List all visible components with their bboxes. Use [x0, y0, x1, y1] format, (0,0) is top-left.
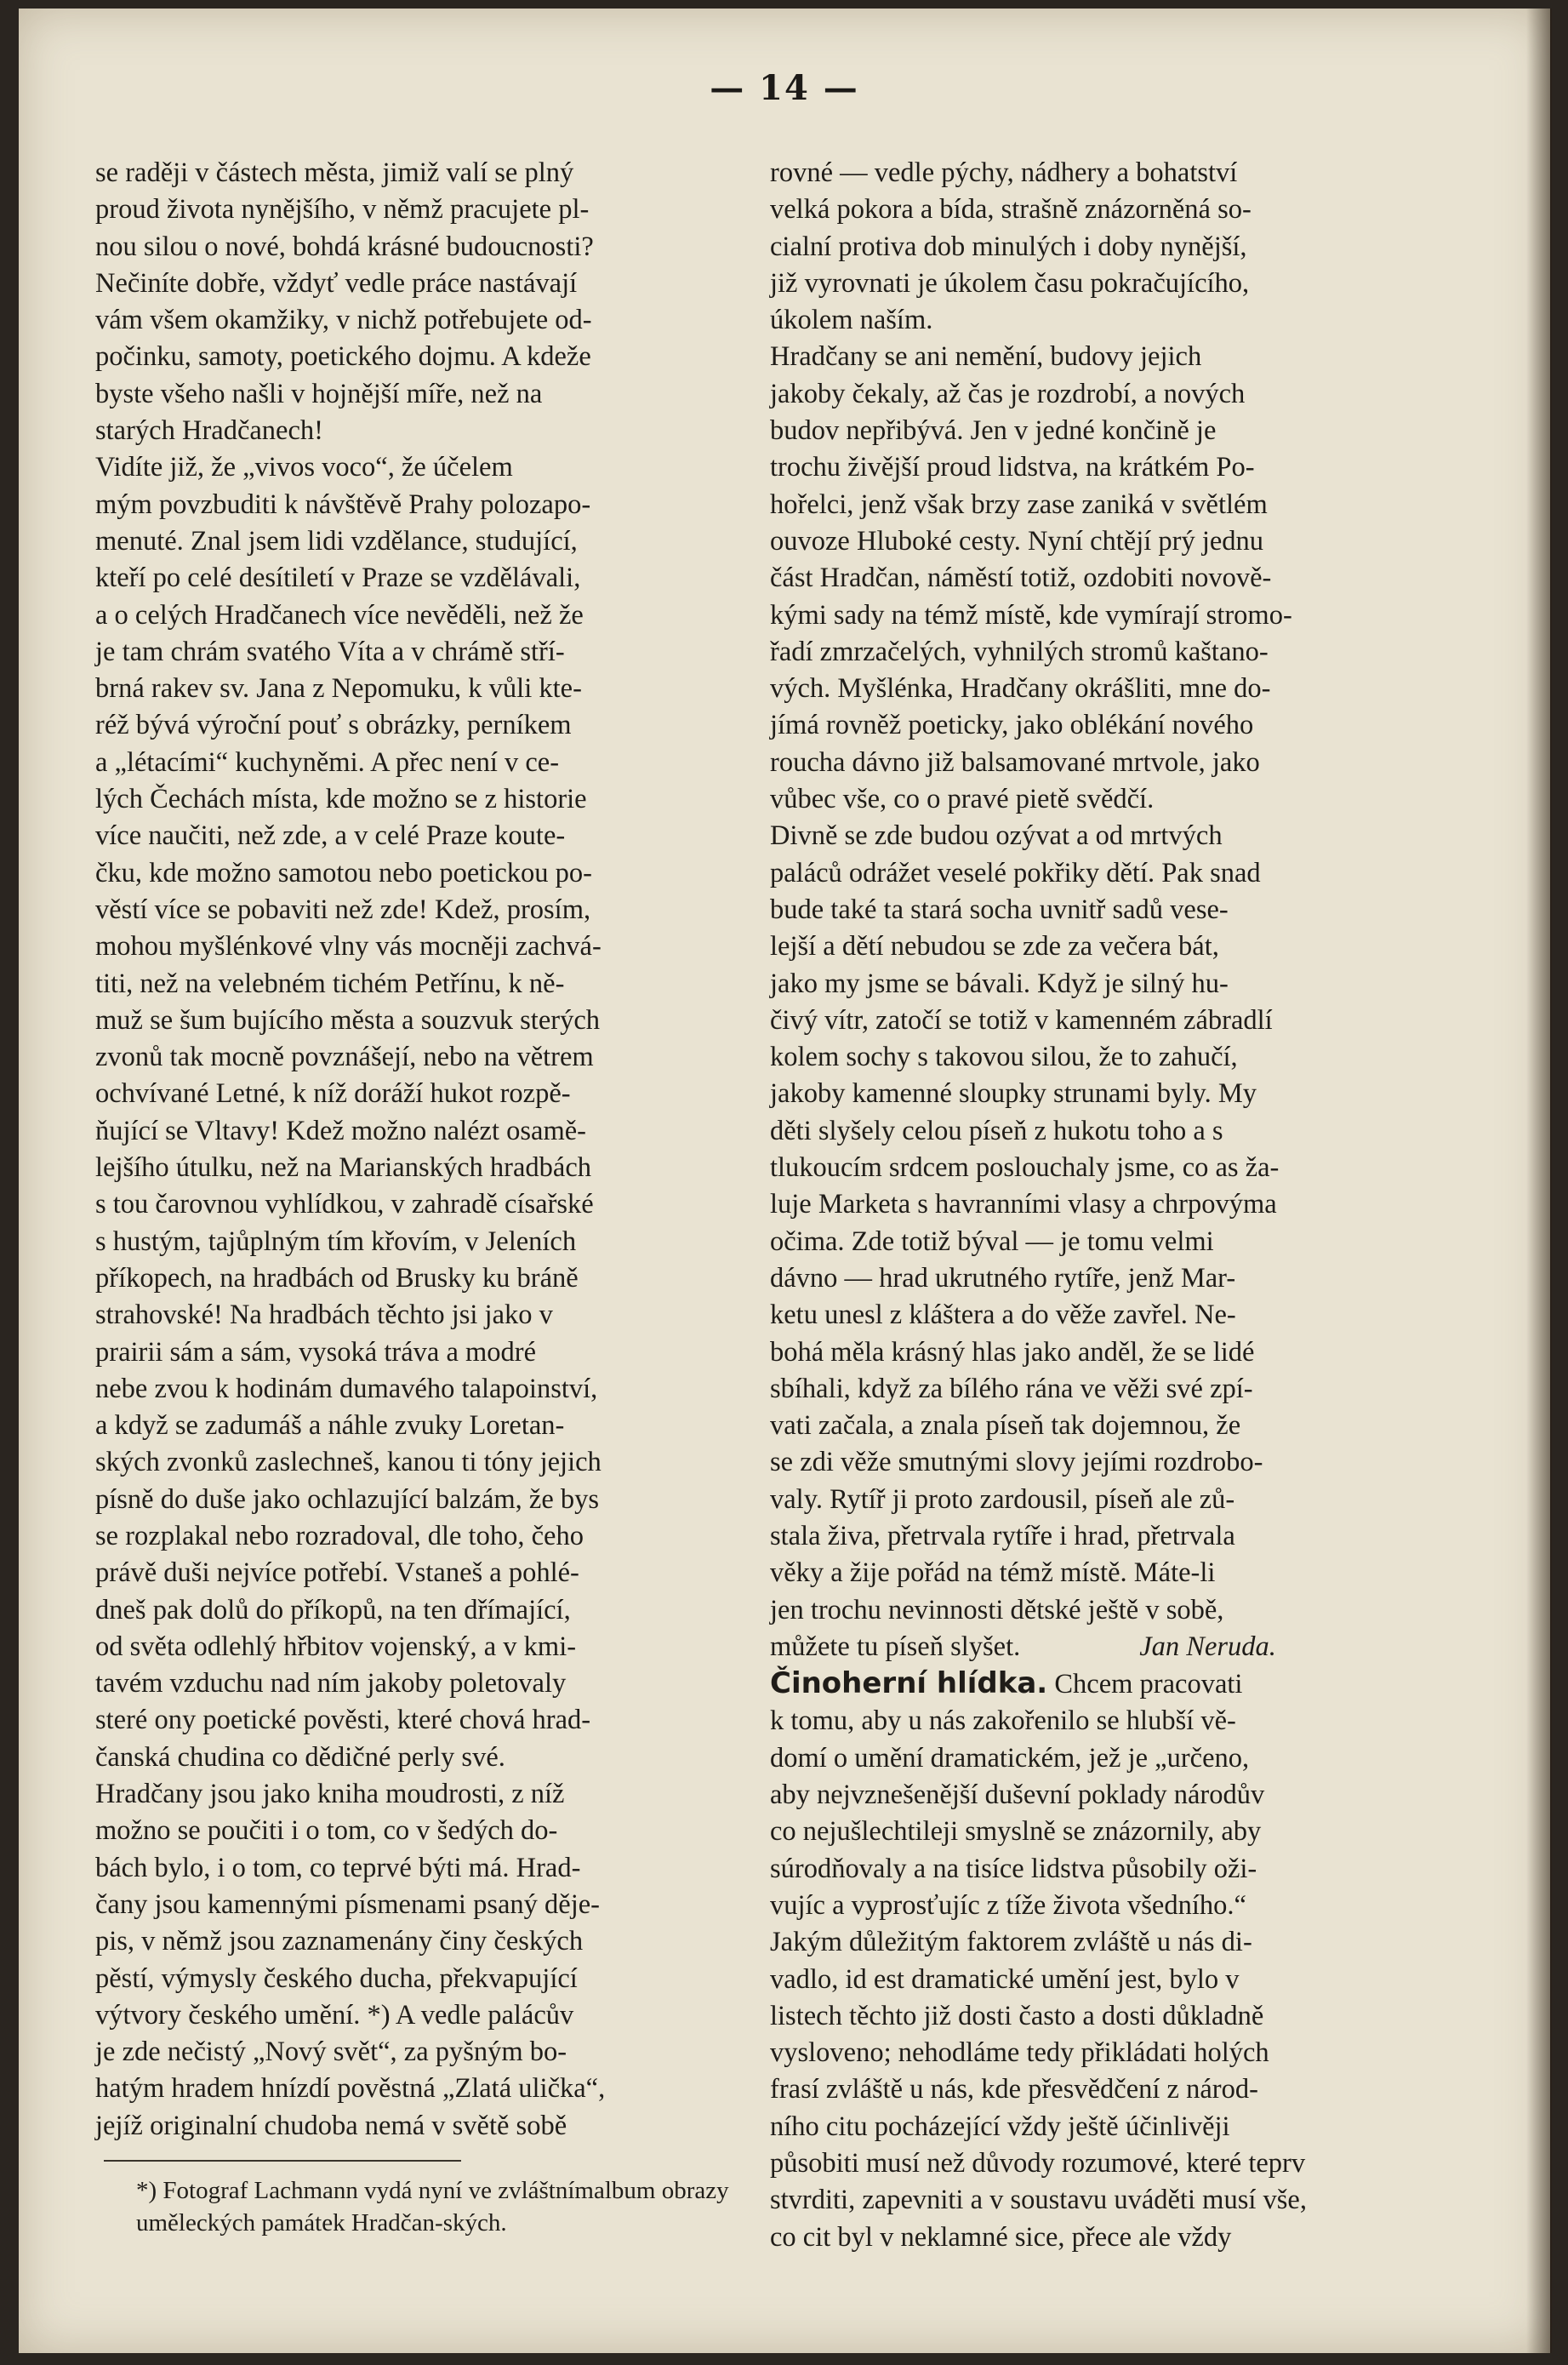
text-line: domí o umění dramatickém, jež je „určeno,: [770, 1742, 1250, 1774]
text-line: působiti musí než důvody rozumové, které teprv: [770, 2148, 1306, 2179]
text-line: řadí zmrzačelých, vyhnilých stromů kaštano-: [770, 636, 1269, 667]
text-line: čanská chudina co dědičné perly své.: [95, 1741, 505, 1773]
text-line: s hustým, tajůplným tím křovím, v Jeleních: [95, 1225, 577, 1257]
text-line: můžete tu píseň slyšet. Jan Neruda.: [770, 1631, 1276, 1662]
text-line: kteří po celé desítiletí v Praze se vzdělávali,: [95, 563, 581, 594]
text-line: věky a žije pořád na témž místě. Máte-li: [770, 1557, 1216, 1589]
text-line: jejíž originalní chudoba nemá v světě sobě: [95, 2110, 567, 2141]
text-line: listech těchto již dosti často a dosti důkladně: [770, 2000, 1264, 2031]
text-line: kými sady na témž místě, kde vymírají stromo-: [770, 599, 1292, 631]
text-line: vám všem okamžiky, v nichž potřebujete od-: [95, 305, 592, 336]
text-line: ouvoze Hluboké cesty. Nyní chtějí prý jednu: [770, 525, 1264, 557]
text-line: nebe zvou k hodinám dumavého talapoinství,: [95, 1373, 598, 1404]
text-line: proud života nynějšího, v němž pracujete pl-: [95, 194, 590, 226]
text-line: brná rakev sv. Jana z Nepomuku, k vůli kte-: [95, 673, 582, 705]
text-line: kolem sochy s takovou silou, že to zahučí,: [770, 1042, 1238, 1073]
text-line: Hradčany jsou jako kniha moudrosti, z níž: [95, 1779, 565, 1810]
text-line: děti slyšely celou píseň z hukotu toho a s: [770, 1115, 1223, 1146]
text-line: valy. Rytíř ji proto zardousil, píseň ale zů-: [770, 1483, 1235, 1515]
text-line: co cit byl v neklamné sice, přece ale vždy: [770, 2221, 1232, 2253]
text-line: část Hradčan, náměstí totiž, ozdobiti novově-: [770, 563, 1272, 594]
text-line: lejší a dětí nebudou se zde za večera bát,: [770, 931, 1219, 963]
text-line: mým povzbuditi k návštěvě Prahy polozapo-: [95, 488, 591, 520]
text-line: hořelci, jenž však brzy zase zaniká v světlém: [770, 488, 1268, 520]
text-line: se rozplakal nebo rozradoval, dle toho, čeho: [95, 1520, 584, 1551]
text-line: titi, než na velebném tichém Petřínu, k ně-: [95, 968, 565, 999]
text-line: steré ony poetické pověsti, které chová hrad-: [95, 1705, 591, 1736]
text-line: co nejušlechtileji smyslně se znázornily, aby: [770, 1816, 1262, 1848]
text-line: aby nejvznešenější duševní poklady národův: [770, 1779, 1265, 1811]
text-line: menuté. Znal jsem lidi vzdělance, studující,: [95, 525, 578, 557]
text-line: Vidíte již, že „vivos voco“, že účelem: [95, 452, 513, 483]
text-line: stala živa, přetrvala rytíře i hrad, přetrvala: [770, 1520, 1235, 1551]
text-line: jímá rovněž poeticky, jako oblékání nového: [770, 710, 1254, 741]
left-column: [95, 155, 789, 2145]
text-line: Jakým důležitým faktorem zvláště u nás di-: [770, 1927, 1252, 1958]
text-line: a „létacími“ kuchyněmi. A přec není v ce-: [95, 746, 560, 778]
footnote: [136, 2174, 783, 2239]
text-line: jen trochu nevinnosti dětské ještě v sobě,: [770, 1594, 1224, 1625]
text-line: vati začala, a znala píseň tak dojemnou, že: [770, 1410, 1241, 1442]
text-line: prairii sám a sám, vysoká tráva a modré: [95, 1336, 537, 1368]
text-line: muž se šum bujícího města a souzvuk sterých: [95, 1004, 600, 1036]
text-line: věstí více se pobaviti než zde! Kdež, prosím,: [95, 894, 591, 925]
text-line: a když se zadumáš a náhle zvuky Loretan-: [95, 1410, 565, 1442]
section-heading-line: [770, 1665, 1463, 1703]
text-line: příkopech, na hradbách od Brusky ku bráně: [95, 1262, 579, 1294]
text-line: sbíhali, když za bílého rána ve věži své zpí-: [770, 1373, 1253, 1404]
text-line: Divně se zde budou ozývat a od mrtvých: [770, 820, 1223, 852]
section-heading: Činoherní hlídka.: [770, 1666, 1048, 1701]
text-line: strahovské! Na hradbách těchto jsi jako v: [95, 1300, 553, 1331]
author-signature: Jan Neruda.: [1139, 1631, 1276, 1662]
text-line: výtvory českého umění. *) A vedle palácův: [95, 1999, 574, 2031]
text-line: čany jsou kamennými písmenami psaný děje-: [95, 1888, 600, 1920]
page: [19, 9, 1550, 2353]
text-line: právě duši nejvíce potřebí. Vstaneš a pohlé-: [95, 1557, 579, 1589]
footnote-line: *) Fotograf Lachmann vydá nyní ve zvláštním: [136, 2177, 594, 2204]
text-line: vůbec vše, co o pravé pietě svědčí.: [770, 784, 1155, 815]
text-line: bude také ta stará socha uvnitř sadů vese-: [770, 894, 1229, 925]
text-line: paláců odrážet veselé pokřiky dětí. Pak snad: [770, 857, 1261, 888]
text-line: písně do duše jako ochlazující balzám, že bys: [95, 1483, 600, 1515]
text-line: již vyrovnati je úkolem času pokračujícího,: [770, 267, 1250, 299]
text-line: jakoby kamenné sloupky strunami byly. My: [770, 1078, 1257, 1110]
text-line: možno se poučiti i o tom, co v šedých do-: [95, 1815, 558, 1847]
text-line: s tou čarovnou vyhlídkou, v zahradě císařské: [95, 1189, 594, 1220]
footnote-rule: [104, 2160, 461, 2162]
text-line: ketu unesl z kláštera a do věže zavřel. Ne-: [770, 1300, 1236, 1331]
text-line: ochvívané Letné, k níž doráží hukot rozpě-: [95, 1078, 571, 1110]
text-line: dávno — hrad ukrutného rytíře, jenž Mar-: [770, 1262, 1236, 1294]
text-line: bohá měla krásný hlas jako anděl, že se lidé: [770, 1336, 1255, 1368]
text-line: tavém vzduchu nad ním jakoby poletovaly: [95, 1668, 567, 1699]
text-line: se raději v částech města, jimiž valí se plný: [95, 157, 574, 188]
text-line: ního citu pocházející vždy ještě účinlivěji: [770, 2111, 1230, 2142]
text-line: vadlo, id est dramatické umění jest, bylo v: [770, 1963, 1240, 1995]
text-line: lejšího útulku, než na Marianských hradbách: [95, 1152, 592, 1184]
text-line: od světa odlehlý hřbitov vojenský, a v kmi-: [95, 1631, 577, 1662]
page-binding-shadow: [1526, 9, 1552, 2353]
text-line: bách bylo, i o tom, co teprvé býti má. Hrad-: [95, 1852, 581, 1883]
text-line: súrodňovaly a na tisíce lidstva působily oži-: [770, 1853, 1257, 1884]
text-line: cialní protiva dob minulých i doby nynější,: [770, 231, 1247, 262]
text-line: frasí zvláště u nás, kde přesvědčení z národ-: [770, 2074, 1258, 2105]
page-number: — 14 —: [710, 68, 859, 108]
text-line: pěstí, výmysly českého ducha, překvapující: [95, 1962, 578, 1994]
text-line: luje Marketa s havranními vlasy a chrpovýma: [770, 1189, 1277, 1220]
text-line: rovné — vedle pýchy, nádhery a bohatství: [770, 157, 1238, 188]
text-line: vujíc a vyprosťujíc z tíže života všedního.“: [770, 1889, 1246, 1921]
text-line: starých Hradčanech!: [95, 415, 323, 447]
text-line: vysloveno; nehodláme tedy přikládati holých: [770, 2037, 1269, 2069]
text-line: jakoby čekaly, až čas je rozdrobí, a nových: [770, 378, 1246, 409]
text-line: byste všeho našli v hojnější míře, než na: [95, 378, 543, 409]
text-line: nou silou o nové, bohdá krásné budoucnosti?: [95, 231, 594, 262]
text-line: zvonů tak mocně povznášejí, nebo na větrem: [95, 1042, 594, 1073]
text-line: velká pokora a bída, strašně znázorněná so-: [770, 194, 1252, 226]
text-line: réž bývá výroční pouť s obrázky, perníkem: [95, 710, 572, 741]
text-line: a o celých Hradčanech více nevěděli, než že: [95, 599, 584, 631]
text-line: Nečiníte dobře, vždyť vedle práce nastávají: [95, 267, 578, 299]
text-line: tlukoucím srdcem poslouchaly jsme, co as ža-: [770, 1152, 1280, 1184]
text-line: dneš pak dolů do příkopů, na ten dřímající,: [95, 1594, 571, 1625]
text-line: je zde nečistý „Nový svět“, za pyšným bo-: [95, 2037, 567, 2068]
text-line: stvrditi, zapevniti a v soustavu uváděti musí vše,: [770, 2185, 1307, 2216]
footnote-line: album obrazy uměleckých památek Hradčan-: [136, 2177, 729, 2236]
text-line: ňující se Vltavy! Kdež možno nalézt osamě-: [95, 1115, 586, 1146]
text-line: očima. Zde totiž býval — je tomu velmi: [770, 1225, 1214, 1257]
text-line: čivý vítr, zatočí se totiž v kamenném zábradlí: [770, 1004, 1273, 1036]
text-line: vých. Myšlénka, Hradčany okrášliti, mne do-: [770, 673, 1271, 705]
text-line: budov nepřibývá. Jen v jedné končině je: [770, 415, 1217, 447]
text-line: roucha dávno již balsamované mrtvole, jako: [770, 746, 1260, 778]
text-line: počinku, samoty, poetického dojmu. A kdeže: [95, 341, 591, 373]
text-line: mohou myšlénkové vlny vás mocněji zachvá-: [95, 931, 602, 963]
text-line: čku, kde možno samotou nebo poetickou po-: [95, 857, 592, 888]
footnote-line: ských.: [442, 2209, 507, 2236]
text-line: ských zvonků zaslechneš, kanou ti tóny jejich: [95, 1447, 602, 1478]
text-line: úkolem naším.: [770, 305, 933, 336]
text-line: hatým hradem hnízdí pověstná „Zlatá ulička“,: [95, 2073, 606, 2105]
text-fragment: Chcem pracovati: [1047, 1669, 1243, 1700]
text-line: k tomu, aby u nás zakořenilo se hlubší vě-: [770, 1705, 1236, 1737]
text-line: lých Čechách místa, kde možno se z historie: [95, 784, 587, 815]
text-line: jako my jsme se bávali. Když je silný hu-: [770, 968, 1229, 999]
text-line: se zdi věže smutnými slovy jejími rozdrobo-: [770, 1447, 1263, 1478]
text-line: trochu živější proud lidstva, na krátkém Po-: [770, 452, 1255, 483]
right-column: [770, 155, 1463, 2256]
text-line: Hradčany se ani nemění, budovy jejich: [770, 341, 1202, 373]
text-line: je tam chrám svatého Víta a v chrámě stří-: [95, 636, 565, 667]
text-line: více naučiti, než zde, a v celé Praze koute-: [95, 820, 566, 852]
text-line: pis, v němž jsou zaznamenány činy českých: [95, 1926, 584, 1957]
